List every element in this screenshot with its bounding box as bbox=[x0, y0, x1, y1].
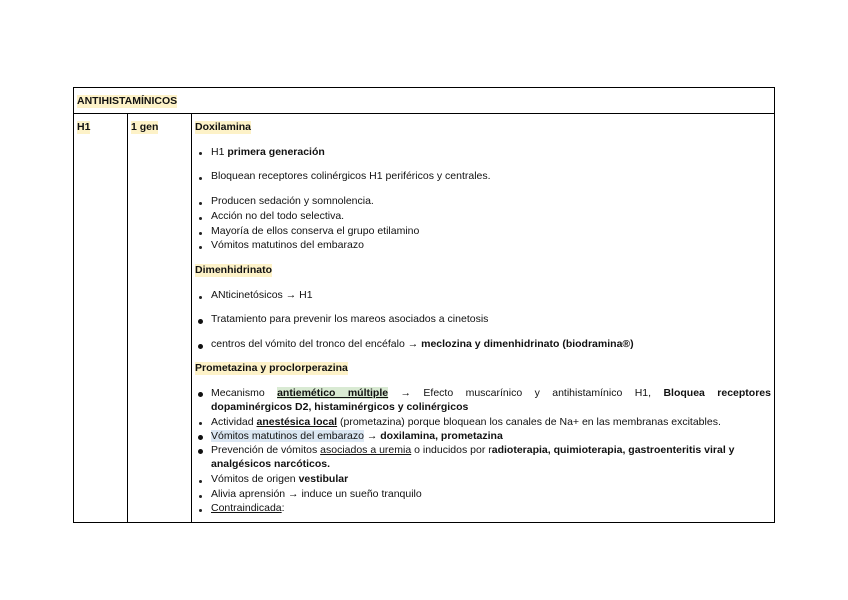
list-item: Vómitos matutinos del embarazo → doxilamina, prometazina bbox=[211, 430, 503, 442]
bullet bbox=[198, 392, 203, 397]
bullet bbox=[199, 246, 202, 249]
bullet bbox=[199, 177, 202, 180]
list-item: Prevención de vómitos asociados a uremia o inducidos por radioterapia, quimioterapia, gastroenteritis viral y bbox=[211, 444, 735, 456]
bullet bbox=[199, 202, 202, 205]
list-item: centros del vómito del tronco del encéfalo → meclozina y dimenhidrinato (biodramina®) bbox=[211, 338, 634, 350]
bullet bbox=[198, 449, 203, 454]
list-item: Producen sedación y somnolencia. bbox=[211, 195, 374, 207]
table-title: ANTIHISTAMÍNICOS bbox=[77, 95, 178, 107]
list-item-continued: dopaminérgicos D2, histaminérgicos y colinérgicos bbox=[211, 401, 469, 413]
bullet bbox=[199, 480, 202, 483]
bullet bbox=[199, 217, 202, 220]
column-divider-1 bbox=[127, 114, 128, 522]
dimenhidrinato-heading: Dimenhidrinato bbox=[195, 264, 273, 276]
prometazina-heading: Prometazina y proclorperazina bbox=[195, 362, 348, 374]
list-item: Vómitos matutinos del embarazo bbox=[211, 239, 364, 251]
table-header-row bbox=[74, 88, 774, 114]
bullet bbox=[198, 344, 203, 349]
bullet bbox=[199, 296, 202, 299]
list-item: Alivia aprensión → induce un sueño tranquilo bbox=[211, 488, 422, 500]
list-item: Vómitos de origen vestibular bbox=[211, 473, 349, 485]
antihistaminicos-table bbox=[73, 87, 775, 523]
generation-cell: 1 gen bbox=[131, 121, 159, 133]
list-item-continued: analgésicos narcóticos. bbox=[211, 458, 331, 470]
doxilamina-heading: Doxilamina bbox=[195, 121, 252, 133]
receptor-type-cell: H1 bbox=[77, 121, 91, 133]
bullet bbox=[199, 152, 202, 155]
list-item: ANticinetósicos → H1 bbox=[211, 289, 313, 301]
list-item: Mayoría de ellos conserva el grupo etilamino bbox=[211, 225, 420, 237]
bullet bbox=[199, 422, 202, 425]
list-item: Contraindicada: bbox=[211, 502, 285, 514]
bullet bbox=[198, 435, 203, 440]
column-divider-2 bbox=[191, 114, 192, 522]
list-item: H1 primera generación bbox=[211, 146, 325, 158]
bullet bbox=[199, 495, 202, 498]
bullet bbox=[199, 509, 202, 512]
list-item: Actividad anestésica local (prometazina) porque bloquean los canales de Na+ en las membranas excitables. bbox=[211, 416, 721, 428]
list-item: Acción no del todo selectiva. bbox=[211, 210, 345, 222]
list-item: Tratamiento para prevenir los mareos asociados a cinetosis bbox=[211, 313, 489, 325]
list-item: Bloquean receptores colinérgicos H1 periféricos y centrales. bbox=[211, 170, 491, 182]
bullet bbox=[199, 232, 202, 235]
bullet bbox=[198, 319, 203, 324]
list-item: Mecanismo antiemético múltiple → Efecto muscarínico y antihistamínico H1, Bloquea receptores bbox=[211, 387, 771, 399]
